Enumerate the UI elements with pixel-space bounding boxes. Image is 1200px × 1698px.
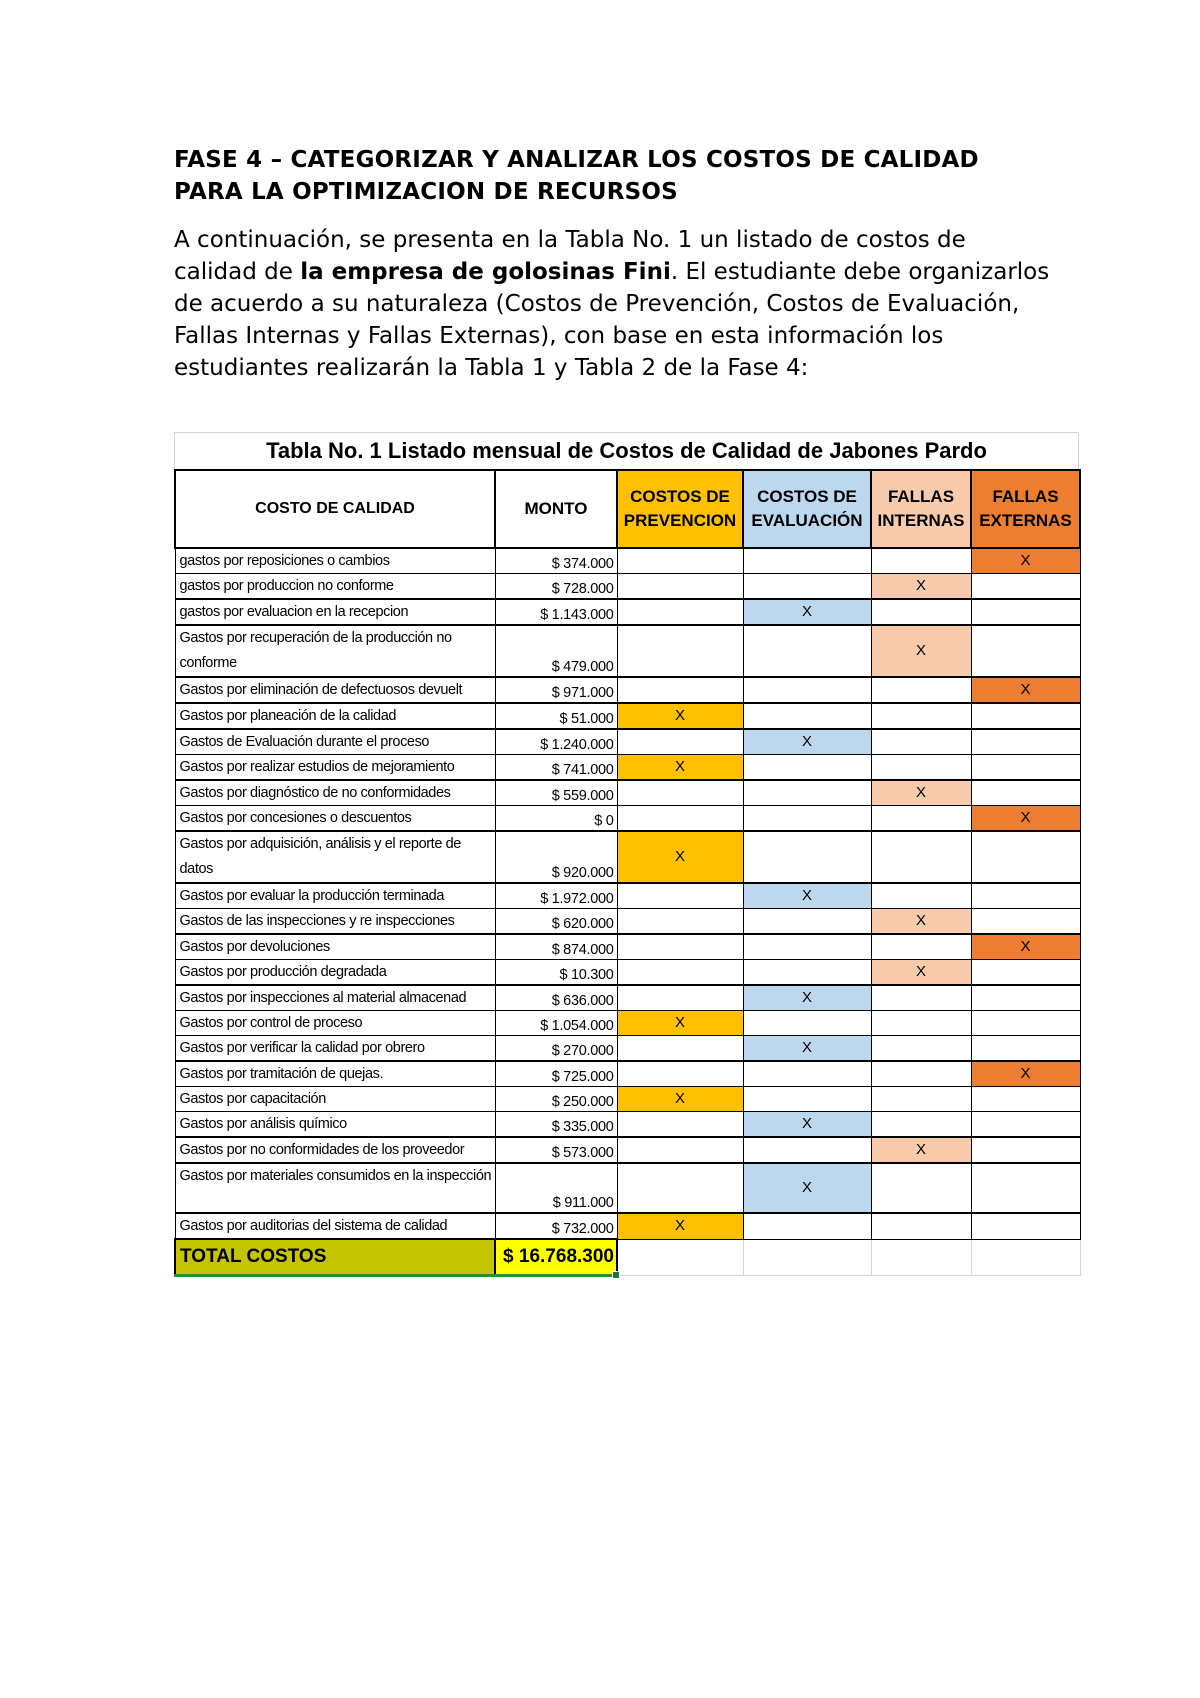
empty-cell[interactable]	[743, 1087, 871, 1112]
table-row	[175, 780, 1080, 806]
empty-cell[interactable]	[617, 1239, 743, 1276]
amount-cell[interactable]: $ 620.000	[495, 909, 617, 935]
table-row	[175, 985, 1080, 1011]
empty-cell[interactable]	[871, 1087, 971, 1112]
empty-cell[interactable]	[617, 780, 743, 806]
empty-cell[interactable]	[971, 1011, 1080, 1036]
empty-cell[interactable]	[617, 1061, 743, 1087]
table-row	[175, 1036, 1080, 1062]
table-row	[175, 909, 1080, 935]
amount-cell[interactable]: $ 874.000	[495, 934, 617, 960]
category-mark-prev[interactable]: X	[617, 703, 743, 729]
amount-cell[interactable]: $ 0	[495, 806, 617, 832]
category-mark-ext[interactable]: X	[971, 677, 1080, 703]
category-mark-prev[interactable]: X	[617, 755, 743, 781]
cost-name-cell[interactable]: Gastos por verificar la calidad por obrero	[175, 1036, 495, 1062]
empty-cell[interactable]	[743, 1137, 871, 1163]
empty-cell[interactable]	[617, 960, 743, 986]
table-row	[175, 1137, 1080, 1163]
empty-cell[interactable]	[971, 960, 1080, 986]
empty-cell[interactable]	[871, 599, 971, 625]
empty-cell[interactable]	[617, 909, 743, 935]
empty-cell[interactable]	[617, 1036, 743, 1062]
table-row	[175, 1213, 1080, 1239]
category-mark-int[interactable]: X	[871, 780, 971, 806]
category-mark-eval[interactable]: X	[743, 883, 871, 909]
empty-cell[interactable]	[617, 548, 743, 574]
empty-cell[interactable]	[971, 574, 1080, 600]
amount-cell[interactable]: $ 51.000	[495, 703, 617, 729]
empty-cell[interactable]	[871, 1239, 971, 1276]
empty-cell[interactable]	[871, 1061, 971, 1087]
cost-name-cell[interactable]: Gastos por devoluciones	[175, 934, 495, 960]
cost-name-cell[interactable]: gastos por reposiciones o cambios	[175, 548, 495, 574]
empty-cell[interactable]	[871, 1036, 971, 1062]
table-row	[175, 883, 1080, 909]
category-mark-prev[interactable]: X	[617, 1087, 743, 1112]
amount-cell[interactable]: $ 741.000	[495, 755, 617, 781]
cost-name-cell[interactable]: Gastos por análisis químico	[175, 1112, 495, 1138]
amount-cell[interactable]: $ 732.000	[495, 1213, 617, 1239]
empty-cell[interactable]	[743, 574, 871, 600]
intro-text-1: A continuación, se presenta en la Tabla No. 1 un listado de costos de calidad de	[174, 227, 966, 285]
empty-cell[interactable]	[971, 1137, 1080, 1163]
total-row	[175, 1239, 1080, 1276]
table-row	[175, 831, 1080, 883]
table-row	[175, 548, 1080, 574]
amount-cell[interactable]: $ 374.000	[495, 548, 617, 574]
amount-cell[interactable]: $ 636.000	[495, 985, 617, 1011]
empty-cell[interactable]	[871, 985, 971, 1011]
empty-cell[interactable]	[743, 934, 871, 960]
fill-handle[interactable]	[612, 1271, 620, 1279]
empty-cell[interactable]	[871, 755, 971, 781]
table-row	[175, 1112, 1080, 1138]
cost-name-cell[interactable]: Gastos por adquisición, análisis y el reporte de datos	[175, 831, 495, 883]
header-evaluation: COSTOS DE EVALUACIÓN	[743, 470, 871, 548]
amount-cell[interactable]: $ 270.000	[495, 1036, 617, 1062]
empty-cell[interactable]	[743, 909, 871, 935]
cost-name-cell[interactable]: Gastos por auditorias del sistema de calidad	[175, 1213, 495, 1239]
empty-cell[interactable]	[971, 1036, 1080, 1062]
empty-cell[interactable]	[743, 755, 871, 781]
empty-cell[interactable]	[617, 806, 743, 832]
cost-name-cell[interactable]: Gastos de Evaluación durante el proceso	[175, 729, 495, 755]
category-mark-int[interactable]: X	[871, 625, 971, 677]
amount-cell[interactable]: $ 559.000	[495, 780, 617, 806]
amount-cell[interactable]: $ 1.143.000	[495, 599, 617, 625]
cost-name-cell[interactable]: gastos por evaluacion en la recepcion	[175, 599, 495, 625]
category-mark-eval[interactable]: X	[743, 985, 871, 1011]
cost-name-cell[interactable]: Gastos por capacitación	[175, 1087, 495, 1112]
empty-cell[interactable]	[971, 755, 1080, 781]
empty-cell[interactable]	[971, 1213, 1080, 1239]
amount-cell[interactable]: $ 971.000	[495, 677, 617, 703]
empty-cell[interactable]	[743, 625, 871, 677]
category-mark-ext[interactable]: X	[971, 548, 1080, 574]
document-heading	[174, 144, 1074, 208]
amount-cell[interactable]: $ 1.054.000	[495, 1011, 617, 1036]
amount-cell[interactable]: $ 1.240.000	[495, 729, 617, 755]
empty-cell[interactable]	[971, 703, 1080, 729]
header-amount: MONTO	[495, 470, 617, 548]
cost-name-cell[interactable]: Gastos de las inspecciones y re inspecciones	[175, 909, 495, 935]
table-row	[175, 599, 1080, 625]
category-mark-int[interactable]: X	[871, 960, 971, 986]
heading-line-2: PARA LA OPTIMIZACION DE RECURSOS	[174, 179, 678, 205]
table-caption: Tabla No. 1 Listado mensual de Costos de Calidad de Jabones Pardo	[174, 432, 1079, 469]
empty-cell[interactable]	[871, 677, 971, 703]
table-body	[175, 548, 1080, 1239]
amount-cell[interactable]: $ 1.972.000	[495, 883, 617, 909]
empty-cell[interactable]	[971, 729, 1080, 755]
empty-cell[interactable]	[617, 1163, 743, 1213]
category-mark-eval[interactable]: X	[743, 729, 871, 755]
amount-cell[interactable]: $ 920.000	[495, 831, 617, 883]
empty-cell[interactable]	[743, 703, 871, 729]
category-mark-int[interactable]: X	[871, 1137, 971, 1163]
cost-name-cell[interactable]: Gastos por concesiones o descuentos	[175, 806, 495, 832]
intro-bold-company: la empresa de golosinas Fini	[300, 259, 671, 285]
table-row	[175, 806, 1080, 832]
empty-cell[interactable]	[743, 780, 871, 806]
category-mark-ext[interactable]: X	[971, 934, 1080, 960]
cost-name-cell[interactable]: Gastos por tramitación de quejas.	[175, 1061, 495, 1087]
amount-cell[interactable]: $ 479.000	[495, 625, 617, 677]
empty-cell[interactable]	[871, 703, 971, 729]
empty-cell[interactable]	[971, 1239, 1080, 1276]
header-internal-failures: FALLAS INTERNAS	[871, 470, 971, 548]
table-row	[175, 1061, 1080, 1087]
empty-cell[interactable]	[971, 1087, 1080, 1112]
empty-cell[interactable]	[971, 909, 1080, 935]
empty-cell[interactable]	[743, 960, 871, 986]
header-external-failures: FALLAS EXTERNAS	[971, 470, 1080, 548]
table-row	[175, 934, 1080, 960]
empty-cell[interactable]	[871, 806, 971, 832]
amount-cell[interactable]: $ 573.000	[495, 1137, 617, 1163]
empty-cell[interactable]	[617, 677, 743, 703]
empty-cell[interactable]	[617, 729, 743, 755]
empty-cell[interactable]	[971, 780, 1080, 806]
table-row	[175, 703, 1080, 729]
empty-cell[interactable]	[743, 831, 871, 883]
cost-name-cell[interactable]: Gastos por planeación de la calidad	[175, 703, 495, 729]
cost-name-cell[interactable]: Gastos por no conformidades de los proveedor	[175, 1137, 495, 1163]
cost-name-cell[interactable]: Gastos por diagnóstico de no conformidades	[175, 780, 495, 806]
empty-cell[interactable]	[871, 934, 971, 960]
category-mark-ext[interactable]: X	[971, 1061, 1080, 1087]
cost-name-cell[interactable]: Gastos por control de proceso	[175, 1011, 495, 1036]
empty-cell[interactable]	[971, 883, 1080, 909]
empty-cell[interactable]	[971, 1163, 1080, 1213]
cost-name-cell[interactable]: Gastos por materiales consumidos en la inspección	[175, 1163, 495, 1213]
empty-cell[interactable]	[971, 599, 1080, 625]
empty-cell[interactable]	[743, 1239, 871, 1276]
table-header-row	[175, 470, 1080, 548]
empty-cell[interactable]	[871, 1213, 971, 1239]
intro-text-2: . El estudiante debe organizarlos de acuerdo a su naturaleza (Costos de Prevención, Costos de Evaluación, Fallas Internas y Fallas Externas), con base en esta información los estudiantes realizarán la Tabla 1 y Tabla 2 de la Fase 4:	[174, 259, 1050, 381]
empty-cell[interactable]	[617, 574, 743, 600]
cost-name-cell[interactable]: gastos por produccion no conforme	[175, 574, 495, 600]
empty-cell[interactable]	[971, 1112, 1080, 1138]
empty-cell[interactable]	[871, 548, 971, 574]
category-mark-prev[interactable]: X	[617, 1213, 743, 1239]
empty-cell[interactable]	[617, 1137, 743, 1163]
table-row	[175, 625, 1080, 677]
cost-name-cell[interactable]: Gastos por evaluar la producción terminada	[175, 883, 495, 909]
cost-name-cell[interactable]: Gastos por inspecciones al material almacenad	[175, 985, 495, 1011]
amount-cell[interactable]: $ 728.000	[495, 574, 617, 600]
cost-name-cell[interactable]: Gastos por eliminación de defectuosos devuelt	[175, 677, 495, 703]
amount-cell[interactable]: $ 10.300	[495, 960, 617, 986]
table-row	[175, 755, 1080, 781]
empty-cell[interactable]	[743, 1011, 871, 1036]
amount-cell[interactable]: $ 911.000	[495, 1163, 617, 1213]
intro-paragraph	[174, 224, 1054, 384]
table-row	[175, 574, 1080, 600]
total-label[interactable]: TOTAL COSTOS	[175, 1239, 495, 1276]
empty-cell[interactable]	[617, 625, 743, 677]
empty-cell[interactable]	[743, 677, 871, 703]
cost-name-cell[interactable]: Gastos por producción degradada	[175, 960, 495, 986]
category-mark-int[interactable]: X	[871, 909, 971, 935]
category-mark-eval[interactable]: X	[743, 1163, 871, 1213]
cost-name-cell[interactable]: Gastos por realizar estudios de mejoramiento	[175, 755, 495, 781]
empty-cell[interactable]	[617, 934, 743, 960]
category-mark-int[interactable]: X	[871, 574, 971, 600]
empty-cell[interactable]	[971, 625, 1080, 677]
empty-cell[interactable]	[871, 1112, 971, 1138]
category-mark-prev[interactable]: X	[617, 831, 743, 883]
cost-name-cell[interactable]: Gastos por recuperación de la producción no conforme	[175, 625, 495, 677]
cost-table-sheet	[174, 432, 1079, 1277]
amount-cell[interactable]: $ 335.000	[495, 1112, 617, 1138]
empty-cell[interactable]	[617, 883, 743, 909]
empty-cell[interactable]	[871, 831, 971, 883]
heading-line-1: FASE 4 – CATEGORIZAR Y ANALIZAR LOS COSTOS DE CALIDAD	[174, 147, 979, 173]
amount-cell[interactable]: $ 725.000	[495, 1061, 617, 1087]
category-mark-ext[interactable]: X	[971, 806, 1080, 832]
category-mark-eval[interactable]: X	[743, 1036, 871, 1062]
empty-cell[interactable]	[871, 729, 971, 755]
empty-cell[interactable]	[743, 1213, 871, 1239]
empty-cell[interactable]	[743, 1061, 871, 1087]
header-prevention: COSTOS DE PREVENCION	[617, 470, 743, 548]
empty-cell[interactable]	[617, 1112, 743, 1138]
table-row	[175, 677, 1080, 703]
category-mark-prev[interactable]: X	[617, 1011, 743, 1036]
category-mark-eval[interactable]: X	[743, 1112, 871, 1138]
empty-cell[interactable]	[617, 985, 743, 1011]
category-mark-eval[interactable]: X	[743, 599, 871, 625]
empty-cell[interactable]	[871, 1163, 971, 1213]
empty-cell[interactable]	[617, 599, 743, 625]
empty-cell[interactable]	[871, 883, 971, 909]
table-row	[175, 1011, 1080, 1036]
table-row	[175, 1163, 1080, 1213]
empty-cell[interactable]	[743, 806, 871, 832]
empty-cell[interactable]	[743, 548, 871, 574]
table-row	[175, 960, 1080, 986]
amount-cell[interactable]: $ 250.000	[495, 1087, 617, 1112]
table-row	[175, 1087, 1080, 1112]
empty-cell[interactable]	[971, 985, 1080, 1011]
empty-cell[interactable]	[871, 1011, 971, 1036]
quality-costs-table	[174, 469, 1081, 1277]
table-row	[175, 729, 1080, 755]
empty-cell[interactable]	[971, 831, 1080, 883]
header-cost-name: COSTO DE CALIDAD	[175, 470, 495, 548]
total-value[interactable]: $ 16.768.300	[495, 1239, 617, 1276]
